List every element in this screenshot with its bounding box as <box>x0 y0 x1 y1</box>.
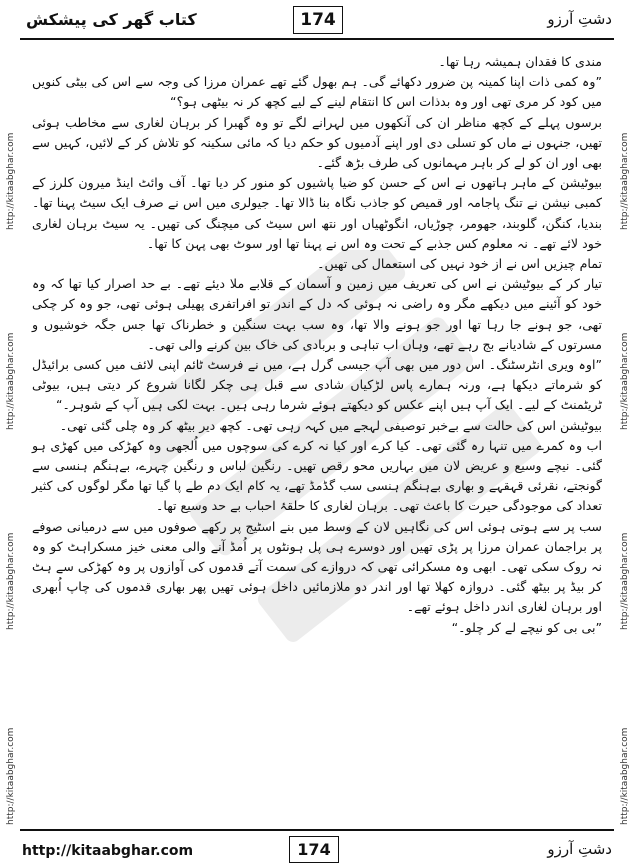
paragraph-1: مندی کا فقدان ہمیشہ رہا تھا۔ <box>438 54 602 69</box>
paragraph-8: بیوٹیشن اس کی حالت سے بےخبر توصیفی لہجے میں کہہ رہی تھی۔ کچھ دیر بیٹھ کر وہ چلی گئی تھی۔ <box>59 417 602 433</box>
paragraph-4: بیوٹیشن کے ماہر ہاتھوں نے اس کے حسن کو ضیا پاشیوں کو منور کر دیا تھا۔ آف وائٹ اینڈ میرون کلرز کے کمبی نیشن نے تنگ پاجامہ اور قمیص کو جاذب نگاہ بنا ڈالا تھا۔ جیولری میں اس نے صرف ایک سیٹ پہنا تھا۔ بندیا، کنگن، گلوبند، جھومر، چوڑیاں، انگوٹھیاں اور نتھ اس سیٹ کی میچنگ کی تھیں۔ یہ سیٹ برہان لغاری خود لائے تھے۔ نہ معلوم کس جذبے کے تحت وہ اس نے پہنا تھا اور سوٹ بھی پہن کا تھا۔ <box>32 175 602 251</box>
paragraph-11: ”بی بی کو نیچے لے کر چلو۔“ <box>451 619 602 635</box>
paragraph-3: برسوں پہلے کے کچھ مناظر ان کی آنکھوں میں لہرانے لگے تو وہ گھبرا کر برہان لغاری سے مخاطب ہوئی تھیں، جنہوں نے ماں کو تسلی دی اور اپنے آدمیوں کو حکم دیا کہ مائی سکینہ کو تلاش کر کے لائیں، کہیں سے بھی اور ان کو لے کر باہر مہمانوں کی طرف بڑھ گئے۔ <box>32 114 602 171</box>
footer-rule <box>20 829 614 831</box>
page-number-top: 174 <box>293 6 343 34</box>
side-url-right-4: http://kitaabghar.com <box>620 727 630 825</box>
page-header <box>0 0 634 42</box>
side-url-right-2: http://kitaabghar.com <box>620 332 630 430</box>
paragraph-6: تیار کر کے بیوٹیشن نے اس کی تعریف میں زمین و آسمان کے قلابے ملا دیئے تھے۔ بے حد اصرار کیا تھا کہ وہ خود کو آئینے میں دیکھے مگر وہ راضی نہ ہوئی کہ دل کے اندر تو افراتفری پھیلی ہوئی تھی، جو وہ کر چکی تھی، جو ہونے جا رہا تھا اور جو ہونے والا تھا، وہ سب بہت سنگین و خطرناک تھا جس جگہ خوشیوں و مسرتوں کے شادیانے بج رہے تھے، وہاں اب تباہی و بربادی کی خاک بین کرنے والی تھی۔ <box>32 276 602 352</box>
side-url-left-1: http://kitaabghar.com <box>6 132 16 230</box>
header-rule <box>20 38 614 40</box>
paragraph-7: ”اوہ ویری انٹرسٹنگ۔ اس دور میں بھی آپ جیسی گرل ہے، میں نے فرسٹ ٹائم اپنی لائف میں کسی برائیڈل کو شرماتے دیکھا ہے، ورنہ ہمارے پاس لڑکیاں شادی سے قبل ہی چکر لگانا شروع کر دیتی ہیں، بیوٹی ٹریٹمنٹ کے لیے۔ ایک آپ ہیں اپنے عکس کو دیکھتے ہوئے شرما رہی ہیں۔ بہت لکی ہیں آپ کے شوہر۔“ <box>32 357 602 413</box>
side-url-left-2: http://kitaabghar.com <box>6 332 16 430</box>
side-url-right-3: http://kitaabghar.com <box>620 532 630 630</box>
paragraph-2: ”وہ کمی ذات اپنا کمینہ پن ضرور دکھائے گی۔ ہم بھول گئے تھے عمران مرزا کی وجہ سے اس کی بیٹی کنویں میں کود کر مری تھی اور وہ بدذات اس کا انتقام لینے کے لیے کچھ کر نہ بیٹھی ہو؟“ <box>32 74 602 110</box>
side-url-left-4: http://kitaabghar.com <box>6 727 16 825</box>
paragraph-9: اب وہ کمرے میں تنہا رہ گئی تھی۔ کیا کرے اور کیا نہ کرے کی سوچوں میں اُلجھی وہ کھڑکی میں کھڑی ہو گئی۔ نیچے وسیع و عریض لان میں بہاریں محو رقص تھیں۔ رنگین لباس و رنگین چہرے، بےہنگم ہنسی سے گونجتے، نقرئی قہقہے و بھاری بےہنگم ہنسی سب گڈمڈ تھے، یہ کام ایک دم طے پا گیا تھا مگر لوگوں کی کثیر تعداد کی موجودگی حیرت کا باعث تھی۔ برہان لغاری کا حلقۂ احباب بے حد وسیع تھا۔ <box>32 437 602 514</box>
site-banner: کتاب گھر کی پیشکش <box>26 10 197 29</box>
story-text <box>32 52 602 822</box>
footer-url[interactable]: http://kitaabghar.com <box>22 843 194 859</box>
paragraph-10: سب پر سے ہوتی ہوئی اس کی نگاہیں لان کے وسط میں بنے اسٹیج پر رکھے صوفوں میں سے درمیانی صوفے پر براجمان عمران مرزا پر پڑی تھیں اور دوسرے ہی پل ہونٹوں پر اُمڈ آنے والی معنی خیز مسکراہٹ کو وہ نہ روک سکی تھی۔ ابھی وہ مسکرائی تھی کہ دروازے کی سمت آتے قدموں کی آوازوں پر وہ کھڑکی سے ہٹ کر بیڈ پر بیٹھ گئی۔ دروازہ کھلا تھا اور اندر دو ملازمائیں داخل ہوئی تھیں پھر بھاری قدموں کی چاپ اُبھری اور برہان لغاری اندر داخل ہوئے تھے۔ <box>32 518 602 615</box>
page-number-bottom: 174 <box>289 836 339 863</box>
book-title-top: دشتِ آرزو <box>547 10 612 28</box>
side-url-left-3: http://kitaabghar.com <box>6 532 16 630</box>
book-title-bottom: دشتِ آرزو <box>547 840 612 858</box>
paragraph-5: تمام چیزیں اس نے از خود نہیں کی استعمال کی تھیں۔ <box>317 256 602 272</box>
side-url-right-1: http://kitaabghar.com <box>620 132 630 230</box>
